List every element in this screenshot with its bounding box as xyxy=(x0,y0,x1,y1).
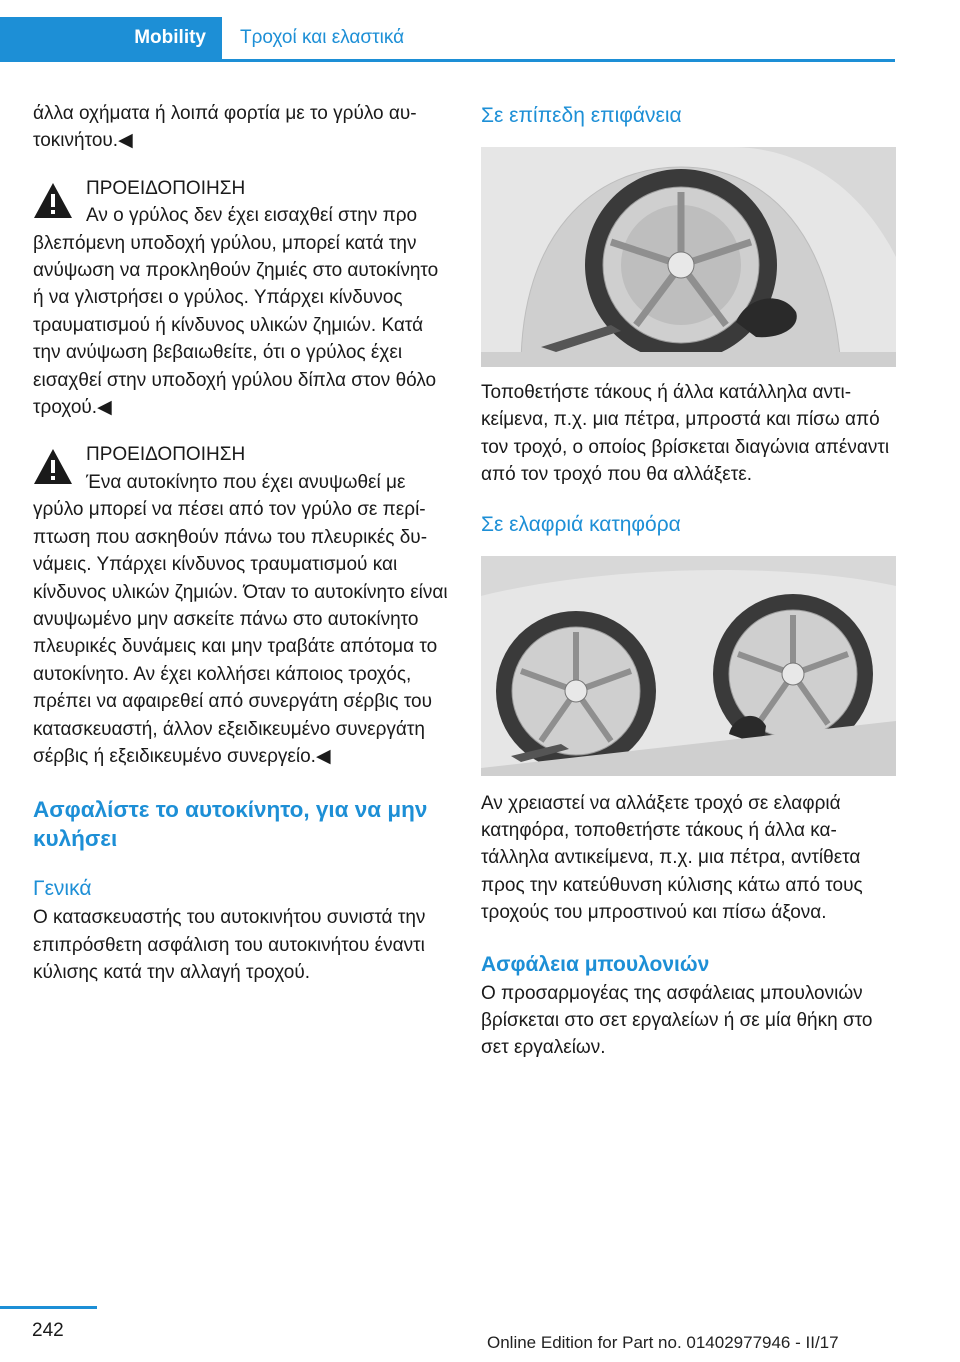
warning-first-line: Ένα αυτοκίνητο που έχει ανυψωθεί με xyxy=(86,471,406,493)
header-rule xyxy=(0,59,895,62)
tab-mobility-label: Mobility xyxy=(134,27,206,48)
left-column xyxy=(33,100,448,987)
warning-icon xyxy=(33,447,73,487)
tab-section xyxy=(240,17,404,59)
footer-rule xyxy=(0,1306,97,1309)
figure-slight-slope xyxy=(481,556,896,776)
heading-flat-surface: Σε επίπεδη επιφάνεια xyxy=(481,104,682,127)
general-paragraph: Ο κατασκευαστής του αυτοκινήτου συνιστά την επιπρόσθετη ασφάλιση του αυτοκινήτου έναντι κύλισης κατά την αλλαγή τροχού. xyxy=(33,907,426,984)
edition-text: Online Edition for Part no. 01402977946 - II/17 xyxy=(487,1333,839,1352)
wheel-chock-illustration xyxy=(481,147,896,367)
tab-mobility xyxy=(0,17,222,59)
wheel-lock-paragraph: Ο προσαρμογέας της ασφάλειας μπουλονιών βρίσκεται στο σετ εργαλείων ή σε μία θήκη στο σετ εργαλείων. xyxy=(481,982,873,1059)
page-number: 242 xyxy=(32,1320,64,1341)
warning-block-2 xyxy=(33,441,448,770)
intro-paragraph: άλλα οχήματα ή λοιπά φορτία με το γρύλο αυτοκινήτου.◀ xyxy=(33,103,417,152)
warning-first-line: Αν ο γρύλος δεν έχει εισαχθεί στην προ xyxy=(86,205,418,227)
warning-icon xyxy=(33,181,73,221)
figure-flat-surface xyxy=(481,147,896,367)
warning-title: ΠΡΟΕΙΔΟΠΟΙΗΣΗ xyxy=(86,444,246,466)
warning-block-1 xyxy=(33,175,448,422)
slope-wheels-illustration xyxy=(481,556,896,776)
heading-secure-vehicle: Ασφαλίστε το αυτοκίνητο, για να μην κυλήσει xyxy=(33,797,428,852)
heading-wheel-lock: Ασφάλεια μπουλονιών xyxy=(481,952,710,976)
warning-body: γρύλο μπορεί να πέσει από τον γρύλο σε περίπτωση που ασκηθούν πάνω του πλευρικές δυνάμεις. Υπάρχει κίνδυνος τραυματισμού και κίνδυνος υλικών ζημιών. Όταν το αυτοκίνητο είναι ανυψωμένο μην ασκείτε πάνω στο αυτοκίνητο πλευρικές δυνάμεις και μην τραβάτε απότομα το αυτοκίνητο. Αν έχει κολλήσει κάποιος τροχός, πρέπει να αφαιρεθεί από συνεργάτη σέρβις του κατασκευαστή, άλλον εξειδικευμένο συνεργάτη σέρβις ή εξειδικευμένο συνεργείο.◀ xyxy=(33,499,448,767)
tab-section-label: Τροχοί και ελαστικά xyxy=(240,27,405,48)
right-column xyxy=(481,100,896,1062)
warning-title: ΠΡΟΕΙΔΟΠΟΙΗΣΗ xyxy=(86,177,246,199)
heading-general: Γενικά xyxy=(33,877,92,901)
flat-surface-paragraph: Τοποθετήστε τάκους ή άλλα κατάλληλα αντικείμενα, π.χ. μια πέτρα, μπροστά και πίσω από τον τροχό, ο οποίος βρίσκεται διαγώνια απέναντι από τον τροχό που θα αλλάξετε. xyxy=(481,382,890,486)
warning-body: βλεπόμενη υποδοχή γρύλου, μπορεί κατά την ανύψωση να προκληθούν ζημιές στο αυτοκίνητο ή να γλιστρήσει ο γρύλος. Υπάρχει κίνδυνος τραυματισμού ή κίνδυνος υλικών ζημιών. Κατά την ανύψωση βεβαιωθείτε, ότι ο γρύλος έχει εισαχθεί στην υποδοχή γρύλου δίπλα στον θόλο τροχού.◀ xyxy=(33,232,439,419)
slope-paragraph: Αν χρειαστεί να αλλάξετε τροχό σε ελαφριά κατηφόρα, τοποθετήστε τάκους ή άλλα κατάλληλα αντικείμενα, π.χ. μια πέτρα, αντίθετα προς την κατεύθυνση κύλισης κάτω από τους τροχούς του μπροστινού και πίσω άξονα. xyxy=(481,792,863,924)
heading-slight-slope: Σε ελαφριά κατηφόρα xyxy=(481,512,681,536)
